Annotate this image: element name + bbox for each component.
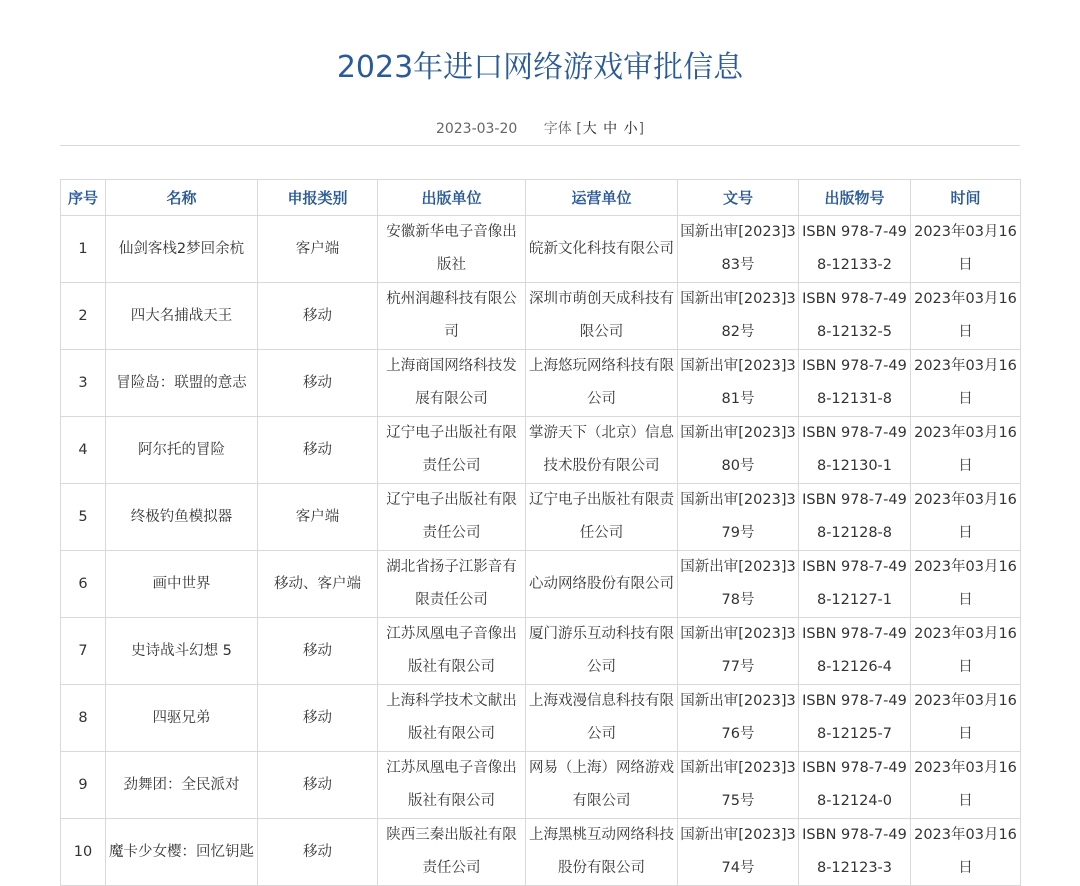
publisher-cell: 辽宁电子出版社有限责任公司 (378, 484, 526, 551)
date-cell: 2023年03月16日 (911, 216, 1021, 283)
document-no-cell: 国新出审[2023]377号 (678, 618, 799, 685)
publisher-cell: 上海商国网络科技发展有限公司 (378, 350, 526, 417)
category-cell: 移动 (258, 819, 378, 886)
row-index-cell: 6 (61, 551, 106, 618)
date-cell: 2023年03月16日 (911, 283, 1021, 350)
publisher-cell: 杭州润趣科技有限公司 (378, 283, 526, 350)
table-row (61, 551, 1021, 618)
row-index-cell: 5 (61, 484, 106, 551)
publisher-cell: 江苏凤凰电子音像出版社有限公司 (378, 618, 526, 685)
font-size-switch (544, 121, 644, 137)
isbn-cell: ISBN 978-7-498-12125-7 (799, 685, 911, 752)
approval-table (60, 179, 1021, 886)
table-row (61, 484, 1021, 551)
header-date: 时间 (911, 180, 1021, 216)
category-cell: 移动、客户端 (258, 551, 378, 618)
document-no-cell: 国新出审[2023]375号 (678, 752, 799, 819)
row-index-cell: 3 (61, 350, 106, 417)
row-index-cell: 7 (61, 618, 106, 685)
row-index-cell: 8 (61, 685, 106, 752)
operator-cell: 辽宁电子出版社有限责任公司 (526, 484, 678, 551)
date-cell: 2023年03月16日 (911, 819, 1021, 886)
date-cell: 2023年03月16日 (911, 551, 1021, 618)
isbn-cell: ISBN 978-7-498-12128-8 (799, 484, 911, 551)
document-no-cell: 国新出审[2023]381号 (678, 350, 799, 417)
font-size-large-link[interactable]: 大 (582, 121, 597, 137)
operator-cell: 深圳市萌创天成科技有限公司 (526, 283, 678, 350)
isbn-cell: ISBN 978-7-498-12130-1 (799, 417, 911, 484)
header-category: 申报类别 (258, 180, 378, 216)
header-name: 名称 (106, 180, 258, 216)
operator-cell: 厦门游乐互动科技有限公司 (526, 618, 678, 685)
date-cell: 2023年03月16日 (911, 752, 1021, 819)
operator-cell: 上海悠玩网络科技有限公司 (526, 350, 678, 417)
publisher-cell: 湖北省扬子江影音有限责任公司 (378, 551, 526, 618)
game-name-cell: 四驱兄弟 (106, 685, 258, 752)
date-cell: 2023年03月16日 (911, 685, 1021, 752)
date-cell: 2023年03月16日 (911, 350, 1021, 417)
row-index-cell: 1 (61, 216, 106, 283)
table-header-row (61, 180, 1021, 216)
operator-cell: 网易（上海）网络游戏有限公司 (526, 752, 678, 819)
table-row (61, 752, 1021, 819)
isbn-cell: ISBN 978-7-498-12126-4 (799, 618, 911, 685)
row-index-cell: 9 (61, 752, 106, 819)
category-cell: 客户端 (258, 216, 378, 283)
isbn-cell: ISBN 978-7-498-12131-8 (799, 350, 911, 417)
bracket-open: [ (576, 121, 582, 137)
game-name-cell: 史诗战斗幻想 5 (106, 618, 258, 685)
document-no-cell: 国新出审[2023]383号 (678, 216, 799, 283)
header-operator: 运营单位 (526, 180, 678, 216)
game-name-cell: 冒险岛：联盟的意志 (106, 350, 258, 417)
operator-cell: 心动网络股份有限公司 (526, 551, 678, 618)
category-cell: 移动 (258, 752, 378, 819)
category-cell: 移动 (258, 618, 378, 685)
table-row (61, 417, 1021, 484)
category-cell: 移动 (258, 350, 378, 417)
document-no-cell: 国新出审[2023]376号 (678, 685, 799, 752)
game-name-cell: 劲舞团：全民派对 (106, 752, 258, 819)
isbn-cell: ISBN 978-7-498-12132-5 (799, 283, 911, 350)
date-cell: 2023年03月16日 (911, 484, 1021, 551)
font-size-medium-link[interactable]: 中 (603, 121, 618, 137)
operator-cell: 上海黑桃互动网络科技股份有限公司 (526, 819, 678, 886)
date-cell: 2023年03月16日 (911, 618, 1021, 685)
game-name-cell: 阿尔托的冒险 (106, 417, 258, 484)
header-document-no: 文号 (678, 180, 799, 216)
document-no-cell: 国新出审[2023]380号 (678, 417, 799, 484)
row-index-cell: 10 (61, 819, 106, 886)
article-meta (0, 118, 1080, 140)
publisher-cell: 陕西三秦出版社有限责任公司 (378, 819, 526, 886)
publisher-cell: 辽宁电子出版社有限责任公司 (378, 417, 526, 484)
table-row (61, 819, 1021, 886)
publish-date: 2023-03-20 (435, 121, 518, 137)
isbn-cell: ISBN 978-7-498-12127-1 (799, 551, 911, 618)
operator-cell: 上海戏漫信息科技有限公司 (526, 685, 678, 752)
isbn-cell: ISBN 978-7-498-12124-0 (799, 752, 911, 819)
title-divider (60, 145, 1020, 146)
publisher-cell: 上海科学技术文献出版社有限公司 (378, 685, 526, 752)
font-size-small-link[interactable]: 小 (623, 121, 638, 137)
bracket-close: ] (638, 121, 645, 137)
header-index: 序号 (61, 180, 106, 216)
table-row (61, 618, 1021, 685)
operator-cell: 掌游天下（北京）信息技术股份有限公司 (526, 417, 678, 484)
category-cell: 移动 (258, 685, 378, 752)
category-cell: 客户端 (258, 484, 378, 551)
game-name-cell: 魔卡少女樱：回忆钥匙 (106, 819, 258, 886)
category-cell: 移动 (258, 283, 378, 350)
table-row (61, 685, 1021, 752)
game-name-cell: 终极钓鱼模拟器 (106, 484, 258, 551)
operator-cell: 皖新文化科技有限公司 (526, 216, 678, 283)
row-index-cell: 4 (61, 417, 106, 484)
document-no-cell: 国新出审[2023]378号 (678, 551, 799, 618)
publisher-cell: 安徽新华电子音像出版社 (378, 216, 526, 283)
document-no-cell: 国新出审[2023]382号 (678, 283, 799, 350)
table-row (61, 283, 1021, 350)
row-index-cell: 2 (61, 283, 106, 350)
isbn-cell: ISBN 978-7-498-12133-2 (799, 216, 911, 283)
page-title: 2023年进口网络游戏审批信息 (336, 50, 744, 85)
publisher-cell: 江苏凤凰电子音像出版社有限公司 (378, 752, 526, 819)
document-no-cell: 国新出审[2023]374号 (678, 819, 799, 886)
date-cell: 2023年03月16日 (911, 417, 1021, 484)
category-cell: 移动 (258, 417, 378, 484)
table-row (61, 350, 1021, 417)
game-name-cell: 画中世界 (106, 551, 258, 618)
document-no-cell: 国新出审[2023]379号 (678, 484, 799, 551)
font-size-label: 字体 (543, 121, 572, 137)
approval-table-container (60, 179, 1020, 886)
game-name-cell: 仙剑客栈2梦回余杭 (106, 216, 258, 283)
header-isbn: 出版物号 (799, 180, 911, 216)
header-publisher: 出版单位 (378, 180, 526, 216)
table-row (61, 216, 1021, 283)
isbn-cell: ISBN 978-7-498-12123-3 (799, 819, 911, 886)
game-name-cell: 四大名捕战天王 (106, 283, 258, 350)
